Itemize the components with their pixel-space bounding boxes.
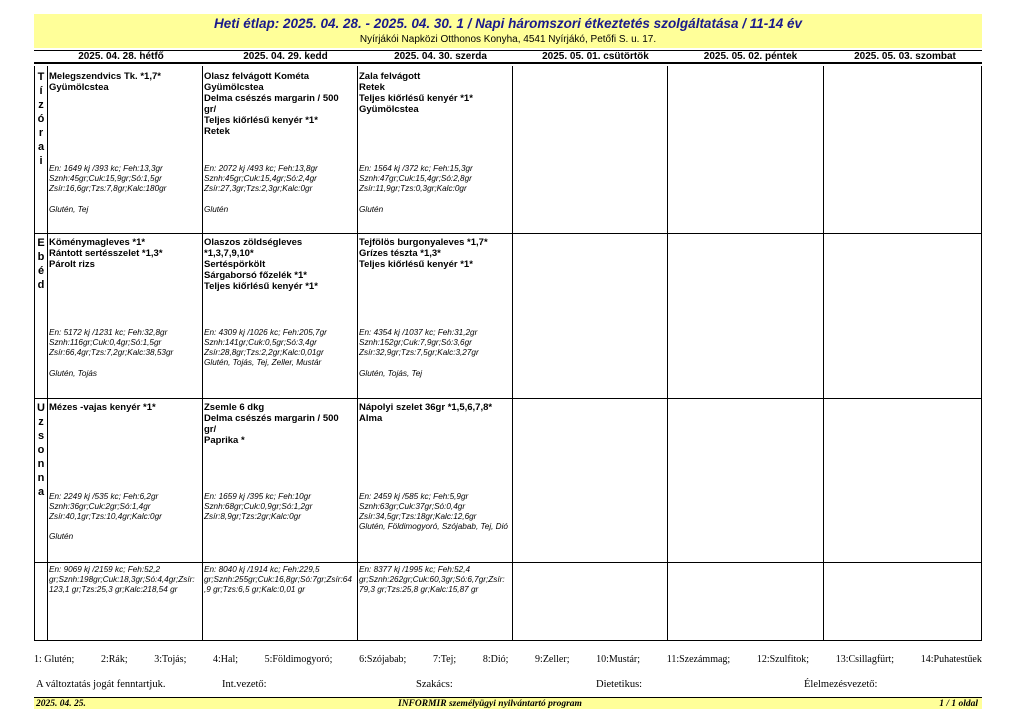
nutrition-info: En: 1649 kj /393 kc; Feh:13,3gr Sznh:45gr;Cuk:15,9gr;Só:1,5gr Zsír:16,6gr;Tzs:7,8gr;Kalc:180gr [49,164,167,193]
legend-item: 1: Glutén; [34,654,75,665]
day-header-monday: 2025. 04. 28. hétfő [78,51,164,62]
daily-total: En: 9069 kj /2159 kc; Feh:52,2 gr;Sznh:198gr;Cuk:18,3gr;Só:4,4gr;Zsír: 123,1 gr;Tzs:25,3 gr;Kalc:218,54 gr [49,565,195,594]
menu-cell [359,71,511,231]
nutrition-info: En: 2459 kj /585 kc; Feh:5,9gr Sznh:63gr;Cuk:37gr;Só:0,4gr Zsír:34,5gr;Tzs:18gr;Kalc:12,6gr [359,492,477,521]
grid-divider [35,398,981,399]
menu-header [34,14,982,48]
day-header-thursday: 2025. 05. 01. csütörtök [542,51,649,62]
nutrition-info: En: 2249 kj /535 kc; Feh:6,2gr Sznh:36gr;Cuk:2gr;Só:1,4gr Zsír:40,1gr;Tzs:10,4gr;Kalc:0gr [49,492,162,521]
legend-item: 2:Rák; [100,654,128,665]
nutrition-info: En: 1564 kj /372 kc; Feh:15,3gr Sznh:47gr;Cuk:15,4gr;Só:2,8gr Zsír:11,9gr;Tzs:0,3gr;Kalc:0gr [359,164,473,193]
nutrition-info: En: 4354 kj /1037 kc; Feh:31,2gr Sznh:152gr;Cuk:7,9gr;Só:3,6gr Zsír:32,9gr;Tzs:7,5gr;Kalc:3,27gr [359,328,479,357]
signature-elelmezesvezeto: Élelmezésvezető: [804,679,878,690]
menu-items: Köménymagleves *1* Rántott sertésszelet *1,3* Párolt rizs [49,237,163,270]
signature-int-vezeto: Int.vezető: [222,679,267,690]
legend-item: 6:Szójabab; [359,654,407,665]
menu-items: Olaszos zöldségleves *1,3,7,9,10* Sertéspörkölt Sárgaborsó főzelék *1* Teljes kiőrlésű kenyér *1* [204,237,318,292]
nutrition-info: En: 2072 kj /493 kc; Feh:13,8gr Sznh:45gr;Cuk:15,4gr;Só:2,4gr Zsír:27,3gr;Tzs:2,3gr;Kalc:0gr [204,164,318,193]
meal-label-tizorai: T í z ó r a i [37,71,45,167]
menu-cell [204,237,356,397]
meal-label-uzsonna: U z s o n n a [37,402,45,498]
allergen-info: Glutén, Tojás [49,369,97,378]
program-name: INFORMIR személyügyi nyilvántartó program [398,699,582,709]
allergen-info: Glutén [204,205,229,214]
legend-item: 8:Dió; [482,654,509,665]
legend-item: 3:Tojás; [154,654,187,665]
menu-cell [49,402,201,560]
legend-item: 11:Szezámmag; [666,654,731,665]
page-number: 1 / 1 oldal [939,699,978,709]
grid-divider [823,66,824,640]
allergen-info: Glutén [49,532,74,541]
legend-item: 9:Zeller; [535,654,570,665]
legend-item: 10:Mustár; [596,654,641,665]
legend-item: 7:Tej; [432,654,457,665]
menu-cell [204,71,356,231]
menu-grid [34,66,982,641]
nutrition-info: En: 4309 kj /1026 kc; Feh:205,7gr Sznh:141gr;Cuk:0,5gr;Só:3,4gr Zsír:28,8gr;Tzs:2,2gr;Kalc:0,01gr [204,328,327,357]
day-header-friday: 2025. 05. 02. péntek [703,51,798,62]
signature-szakacs: Szakács: [416,679,453,690]
legend-item: 5:Földimogyoró; [264,654,333,665]
menu-cell [204,402,356,560]
daily-total: En: 8377 kj /1995 kc; Feh:52,4 gr;Sznh:262gr;Cuk:60,3gr;Só:6,7gr;Zsír: 79,3 gr;Tzs:25,8 gr;Kalc:15,87 gr [359,565,505,594]
nutrition-info: En: 5172 kj /1231 kc; Feh:32,8gr Sznh:116gr;Cuk:0,4gr;Só:1,5gr Zsír:66,4gr;Tzs:7,2gr;Kalc:38,53gr [49,328,174,357]
legend-item: 12:Szulfitok; [756,654,810,665]
menu-items: Olasz felvágott Kométa Gyümölcstea Delma csészés margarin / 500 gr/ Teljes kiőrlésű kenyér *1* Retek [204,71,339,137]
grid-divider [47,66,48,640]
day-header-saturday: 2025. 05. 03. szombat [854,51,956,62]
menu-items: Zsemle 6 dkg Delma csészés margarin / 500 gr/ Paprika * [204,402,339,446]
menu-cell [49,71,201,231]
day-header-tuesday: 2025. 04. 29. kedd [243,51,328,62]
kitchen-address: Nyírjákói Napközi Otthonos Konyha, 4541 Nyírjákó, Petőfi S. u. 17. [359,34,657,45]
page-footer [34,697,982,709]
legend-item: 14:Puhatestűek [920,654,982,665]
print-date: 2025. 04. 25. [36,699,86,709]
menu-cell [49,237,201,397]
nutrition-info: En: 1659 kj /395 kc; Feh:10gr Sznh:68gr;Cuk:0,9gr;Só:1,2gr Zsír:8,9gr;Tzs:2gr;Kalc:0gr [204,492,313,521]
menu-items: Tejfölös burgonyaleves *1,7* Grízes tészta *1,3* Teljes kiőrlésű kenyér *1* [359,237,488,270]
day-header-wednesday: 2025. 04. 30. szerda [394,51,487,62]
legend-item: 4:Hal; [213,654,238,665]
menu-cell [359,237,511,397]
menu-items: Mézes -vajas kenyér *1* [49,402,156,413]
menu-title: Heti étlap: 2025. 04. 28. - 2025. 04. 30. 1 / Napi háromszori étkeztetés szolgáltatása / 11-14 év [213,16,803,31]
allergen-info: Glutén, Földimogyoró, Szójabab, Tej, Dió [359,522,508,531]
rights-note: A változtatás jogát fenntartjuk. [36,679,166,690]
allergen-legend [34,654,982,668]
grid-divider [35,562,981,563]
meal-label-ebed: E b é d [37,237,45,291]
menu-items: Nápolyi szelet 36gr *1,5,6,7,8* Alma [359,402,493,424]
grid-divider [667,66,668,640]
menu-items: Melegszendvics Tk. *1,7* Gyümölcstea [49,71,161,93]
menu-cell [359,402,511,560]
grid-divider [35,233,981,234]
menu-items: Zala felvágott Retek Teljes kiőrlésű kenyér *1* Gyümölcstea [359,71,473,115]
daily-total: En: 8040 kj /1914 kc; Feh:229,5 gr;Sznh:255gr;Cuk:16,8gr;Só:7gr;Zsír:64 ,9 gr;Tzs:6,5 gr;Kalc:0,01 gr [204,565,352,594]
signature-row [34,678,982,692]
allergen-info: Glutén [359,205,384,214]
day-header-row [34,50,982,64]
allergen-info: Glutén, Tojás, Tej, Zeller, Mustár [204,358,322,367]
legend-item: 13:Csillagfürt; [835,654,895,665]
signature-dietetikus: Dietetikus: [596,679,643,690]
allergen-info: Glutén, Tojás, Tej [359,369,423,378]
allergen-info: Glutén, Tej [49,205,89,214]
